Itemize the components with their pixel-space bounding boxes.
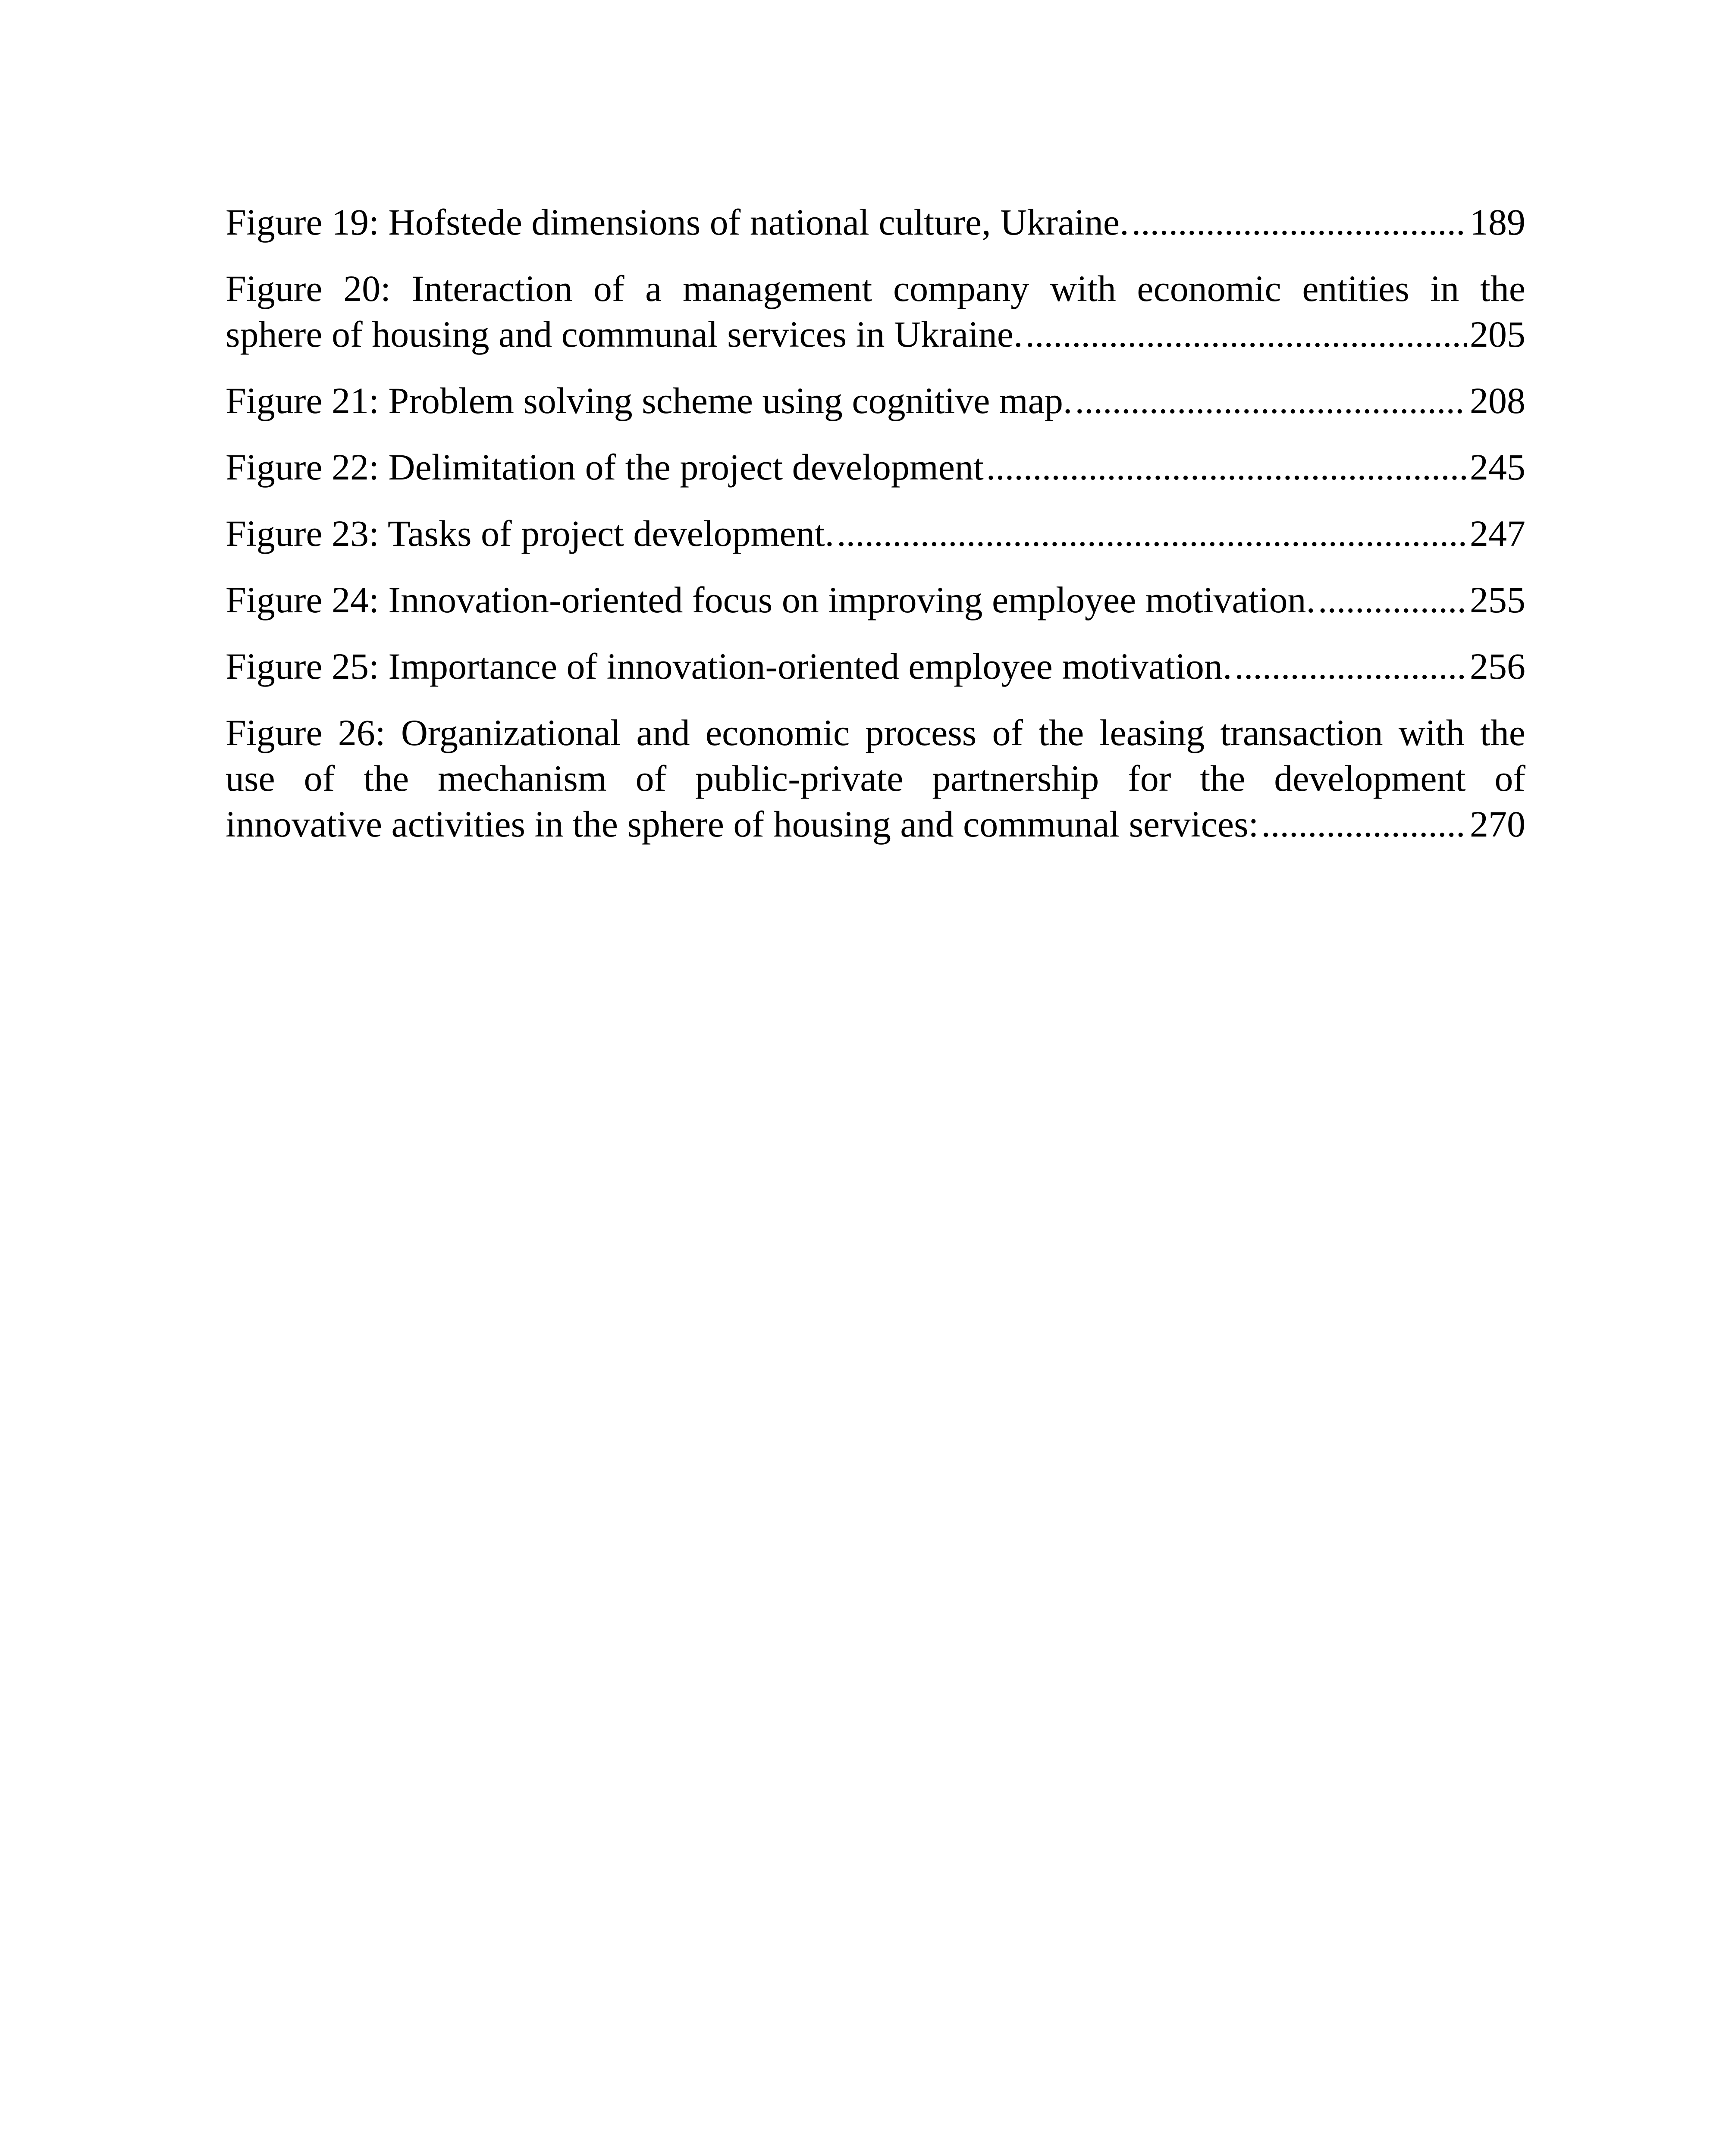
dot-leader	[1026, 311, 1468, 357]
toc-entry-line	[226, 378, 1525, 423]
dot-leader	[1318, 577, 1467, 623]
toc-entry-figure-22[interactable]	[226, 444, 1525, 490]
toc-entry-title: Figure 25: Importance of innovation-oriented employee motivation.	[226, 646, 1232, 687]
toc-page-number: 256	[1470, 646, 1525, 687]
toc-entry-line	[226, 643, 1525, 689]
toc-entry-title: Figure 23: Tasks of project development.	[226, 513, 835, 554]
toc-entry-title: innovative activities in the sphere of housing and communal services:	[226, 803, 1259, 845]
toc-entry-title-line: use of the mechanism of public-private partnership for the development of	[226, 758, 1525, 799]
toc-entry-title: Figure 19: Hofstede dimensions of national culture, Ukraine.	[226, 201, 1129, 243]
dot-leader	[1132, 199, 1467, 245]
toc-entry-figure-20[interactable]	[226, 266, 1525, 357]
toc-page-number: 270	[1470, 803, 1525, 845]
toc-entry-line	[226, 801, 1525, 847]
toc-page-number: 255	[1470, 579, 1525, 620]
toc-entry-figure-23[interactable]	[226, 511, 1525, 556]
toc-entry-line	[226, 577, 1525, 623]
toc-entry-figure-25[interactable]	[226, 643, 1525, 689]
table-of-figures	[226, 199, 1525, 868]
toc-entry-line	[226, 444, 1525, 490]
toc-entry-title: Figure 22: Delimitation of the project development	[226, 446, 984, 488]
toc-page-number: 205	[1470, 313, 1525, 355]
toc-entry-figure-19[interactable]	[226, 199, 1525, 245]
toc-entry-line	[226, 199, 1525, 245]
toc-page-number: 247	[1470, 513, 1525, 554]
dot-leader	[1261, 801, 1467, 847]
toc-entry-figure-21[interactable]	[226, 378, 1525, 423]
toc-entry-figure-24[interactable]	[226, 577, 1525, 623]
toc-entry-title-line: Figure 20: Interaction of a management company with economic entities in the	[226, 268, 1525, 309]
toc-entry-line	[226, 311, 1525, 357]
toc-page-number: 245	[1470, 446, 1525, 488]
dot-leader	[837, 511, 1467, 556]
toc-page-number: 189	[1470, 201, 1525, 243]
toc-entry-title-line: Figure 26: Organizational and economic process of the leasing transaction with the	[226, 712, 1525, 753]
toc-page-number: 208	[1470, 380, 1525, 421]
toc-entry-title: sphere of housing and communal services in Ukraine.	[226, 313, 1023, 355]
dot-leader	[986, 444, 1467, 490]
toc-entry-title: Figure 21: Problem solving scheme using cognitive map.	[226, 380, 1073, 421]
toc-entry-figure-26[interactable]	[226, 710, 1525, 847]
dot-leader	[1075, 378, 1467, 423]
toc-entry-title: Figure 24: Innovation-oriented focus on improving employee motivation.	[226, 579, 1315, 620]
dot-leader	[1234, 643, 1467, 689]
toc-entry-line	[226, 511, 1525, 556]
